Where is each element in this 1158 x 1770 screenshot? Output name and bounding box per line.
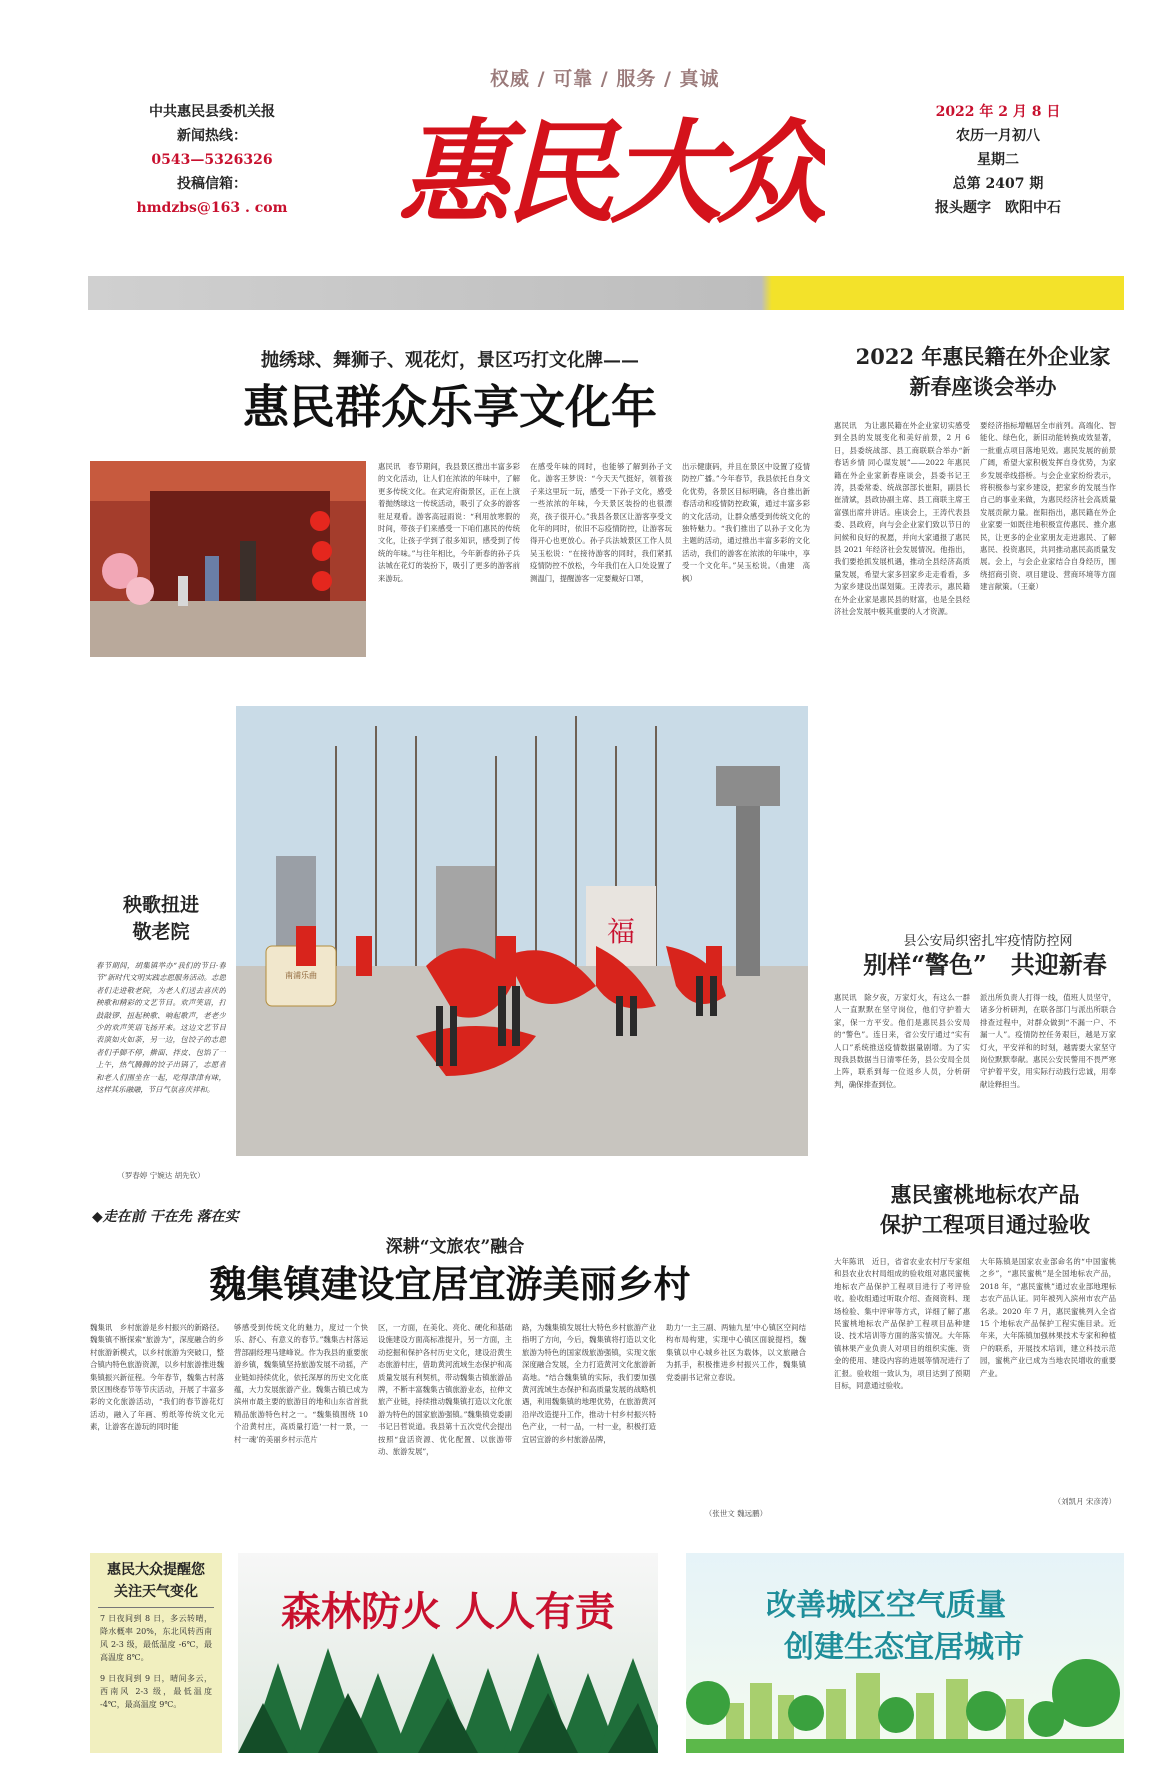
weather-box [90, 1553, 222, 1753]
weiji-credit: （张世文 魏远鹏） [704, 1509, 768, 1518]
weiji-headline: 魏集镇建设宜居宜游美丽乡村 [209, 1262, 691, 1306]
photo-sign-text: 福 [606, 915, 636, 948]
masthead-band [88, 276, 1124, 310]
weiji-column-4: 路，为魏集镇发展壮大特色乡村旅游产业指明了方向，今后，魏集镇将打造以文化旅游为特色的国家级旅游强镇，实现文旅深度融合发展，全力打造黄河文化旅游新高地。“结合魏集镇的实际，我们要加强黄河流域生态保护和高质量发展的战略机遇，利用魏集镇的地理优势，在旅游黄河沿岸改造提升工作，推动十村乡村振兴特色产业，一村一品，一村一业，积极打造宜居宜游的乡村旅游品牌， [522, 1323, 656, 1444]
weiji-column-3: 区，一方面，在美化、亮化、硬化和基础设施建设方面高标准提升，另一方面，主动挖掘和保护各村历史文化，建设沿黄生态旅游村庄，借助黄河流域生态保护和高质量发展有利契机，带动魏集古镇旅游品牌，不断丰富魏集古镇旅游业态，拉伸文旅产业链，持续推动魏集镇打造以文化旅游为特色的国家旅游强镇。”魏集镇党委副书记吕哲说道。我县第十五次党代会提出按照“盘活资源、优化配置、以旅游带动、旅游发展”， [378, 1323, 512, 1457]
lead-column-2: 在感受年味的同时，也能够了解到孙子文化。游客王梦说：“今天天气挺好，领着孩子来这里玩一玩，感受一下孙子文化，感受一些浓浓的年味，今天景区装扮的也很漂亮，孩子很开心。”我县各景区让游客享受文化年的同时，依旧不忘疫情防控，让游客玩得开心也更放心。孙子兵法城景区工作人员吴玉松说：“在接待游客的同时，我们紧抓疫情防控不放松，今年我们在入口处设置了测温门，提醒游客一定要戴好口罩， [530, 462, 672, 583]
yangge-headline-line2: 敬老院 [132, 921, 190, 943]
entrepreneurs-headline-line2: 新春座谈会举办 [909, 374, 1057, 399]
yangge-credit: （罗春婷 宁婉达 胡先钦） [117, 1171, 205, 1180]
masthead-inscription: 报头题字 欧阳中石 [935, 200, 1061, 216]
lead-photo [90, 461, 366, 657]
peach-credit: （刘凯月 宋彦涛） [1053, 1497, 1116, 1506]
email-label: 投稿信箱： [177, 176, 247, 192]
entrepreneurs-headline [828, 342, 1138, 402]
weather-title [90, 1553, 222, 1603]
masthead-motto: 权威 / 可靠 / 服务 / 真诚 [490, 68, 720, 90]
entrepreneurs-headline-line1: 2022 年惠民籍在外企业家 [855, 344, 1111, 369]
yangge-photo [236, 706, 808, 1156]
yangge-headline [96, 892, 226, 946]
lead-column-3: 出示健康码，并且在景区中设置了疫情防控广播。”今年春节，我县依托自身文化优势，各景区目标明确，各自推出新春活动和疫情防控政策，通过丰富多彩的文化活动，让群众感受到传统文化的独特魅力。“我们推出了以孙子文化为主题的活动，通过推出丰富多彩的文化活动，我们的游客在浓浓的年味中，享受一个文化年。”吴玉松说。（曲建 高枫） [682, 462, 810, 583]
weather-title-line1: 惠民大众提醒您 [107, 1562, 205, 1578]
lead-headline: 惠民群众乐享文化年 [243, 380, 657, 434]
org-name: 中共惠民县委机关报 [149, 104, 275, 120]
weather-day1: 7 日夜间到 8 日，多云转晴，降水概率 20%，东北风转西南风 2-3 级，最低温度 -6℃，最高温度 8℃。 [100, 1614, 212, 1662]
peach-headline [830, 1180, 1140, 1240]
police-column-2: 派出所负责人打得一线，值班人员坚守，诸多分析研判，在联各部门与派出所联合排查过程中，对群众做到“不漏一户、不漏一人”。疫情防控任务艰巨，越是万家灯火，平安祥和的时刻，越需要大家坚守岗位默默奉献。惠民公安民警用不畏严寒守护着平安，用实际行动践行忠诚，用奉献诠释担当。 [980, 993, 1116, 1089]
masthead-right-info [918, 100, 1078, 220]
weiji-column-1: 魏集讯 乡村旅游是乡村振兴的新路径。魏集镇不断探索“旅游为”，深度融合的乡村旅游新模式，以乡村旅游为突破口，整合镇内特色旅游资源，以乡村旅游推进魏集镇振兴新征程。今年春节，魏集古村落景区围绕春节等节庆活动，开展了丰富多彩的文化旅游活动，“我们的春节游花灯活动，融入了年画、剪纸等传统文化元素，让游客在游玩的同时能 [90, 1323, 224, 1432]
weekday: 星期二 [977, 152, 1019, 168]
newspaper-logo [395, 94, 825, 244]
email-address: hmdzbs@163 . com [136, 200, 288, 216]
entrepreneurs-column-2: 要经济指标增幅居全市前列。高端化、智能化、绿色化，新旧动能转换成效显著，一批重点项目落地见效。惠民发展的前景广阔，希望大家积极发挥自身优势，为家乡发展牵线搭桥。与会企业家纷纷表示，将积极参与家乡建设，把家乡的发展当作自己的事业来做，为惠民经济社会高质量发展贡献力量。崔阳指出，惠民籍在外企业家要一如既往地积极宣传惠民、推介惠民，让更多的企业家朋友走进惠民、了解惠民、投资惠民，共同推动惠民高质量发展。会上，与会企业家结合自身经历，围绕招商引资、项目建设、营商环境等方面建言献策。（王豪） [980, 421, 1116, 592]
issue-number: 总第 2407 期 [952, 176, 1044, 192]
issue-date: 2022 年 2 月 8 日 [935, 104, 1061, 120]
peach-column-2: 大年陈镇是国家农业部命名的“中国蜜桃之乡”，“惠民蜜桃”是全国地标农产品，2018 年，“惠民蜜桃”通过农业部地理标志农产品认证。同年被列入滨州市农产品名录。2020 年 7 月，惠民蜜桃列入全省 15 个地标农产品保护工程实施目录。近年来，大年陈镇加强林果技术专家和种植户的联系，开展技术培训，建立科技示范园，蜜桃产业已成为当地农民增收的重要产业。 [980, 1257, 1116, 1378]
peach-headline-line1: 惠民蜜桃地标农产品 [890, 1182, 1080, 1207]
police-headline: 别样“警色” 共迎新春 [863, 950, 1107, 979]
photo-barrel-text: 南浦乐曲 [285, 971, 317, 980]
weather-day2: 9 日夜间到 9 日，晴间多云，西南风 2-3 级，最低温度 -4℃，最高温度 9℃。 [100, 1674, 212, 1709]
forest-fire-slogan: 森林防火 人人有责 [281, 1589, 615, 1635]
logo-text: 惠民大众 [398, 108, 822, 239]
weiji-kicker: 深耕“文旅农”融合 [385, 1237, 525, 1257]
air-quality-ad [686, 1553, 1124, 1753]
yangge-headline-line1: 秧歌扭进 [122, 894, 199, 916]
weiji-column-2: 够感受到传统文化的魅力，度过一个快乐、舒心、有意义的春节。”魏集古村落运营部副经理马建峰说。作为我县的重要旅游乡镇，魏集镇坚持旅游发展不动摇，产业链如持续优化，依托深厚的历史文化底蕴，大力发展旅游产业。魏集古镇已成为滨州市最主要的旅游目的地和山东省首批精品旅游特色村之一。“魏集镇围绕 10 个沿黄村庄，高质量打造‘一村一景，一村一魂’的美丽乡村示范片 [234, 1323, 368, 1444]
lunar-date: 农历一月初八 [956, 128, 1040, 144]
weather-title-line2: 关注天气变化 [114, 1584, 198, 1600]
lead-column-1: 惠民讯 春节期间，我县景区推出丰富多彩的文化活动，让人们在浓浓的年味中，了解更多传统文化。在武定府衙景区，正在上演着抛绣球这一传统活动，吸引了众多的游客驻足观看。游客高冠雨说：“利用放寒假的时间，带孩子们来感受一下咱们惠民的传统文化，让孩子学到了很多知识，感受到了传统的年味。”与往年相比，今年新春的孙子兵法城在花灯的装扮下，吸引了更多的游客前来游玩。 [378, 462, 520, 583]
hotline-label: 新闻热线： [177, 128, 247, 144]
masthead-left-info [112, 100, 312, 220]
peach-headline-line2: 保护工程项目通过验收 [880, 1212, 1090, 1237]
police-kicker: 县公安局织密扎牢疫情防控网 [903, 934, 1073, 949]
police-column-1: 惠民讯 除夕夜，万家灯火，有这么一群人一直默默在坚守岗位，他们守护着大家，保一方平安。他们是惠民县公安局的“警色”。连日来，省公安厅通过“实有人口”系统推送疫情数据量剧增。为了实现我县数据当日清零任务，县公安局全员上阵，联系到每一位返乡人员，分析研判，确保排查到位。 [834, 993, 970, 1089]
yangge-body: 春节期间，胡集镇举办“我们的节日·春节”新时代文明实践志愿服务活动。志愿者们走进敬老院，为老人们送去喜庆的秧歌和精彩的文艺节目。欢声笑语，打鼓敲锣、扭起秧歌、响起歌声，老老少少的欢声笑语飞扬开来。这边文艺节目表演如火如荼，另一边，包饺子的志愿者们手脚不停，擀面、拌皮、包馅了一上午，热气腾腾的饺子出锅了，志愿者和老人们围坐在一起，吃得津津有味，这样其乐融融，节日气氛喜庆祥和。 [96, 961, 226, 1095]
weiji-column-5: 助力‘一主三副、两轴九星’中心镇区空间结构布局构建，实现中心镇区面貌提档，魏集镇以中心城乡社区为载体，以文旅融合为抓手，积极推进乡村振兴工作，魏集镇党委副书记常立春说。 [666, 1323, 806, 1382]
forest-fire-ad [238, 1553, 658, 1753]
hotline-number: 0543—5326326 [151, 152, 273, 168]
entrepreneurs-column-1: 惠民讯 为让惠民籍在外企业家切实感受到全县的发展变化和美好前景，2 月 6 日，县委统战部、县工商联联合举办“新春话乡情 同心谋发展”——2022 年惠民籍在外企业家新春座谈会，县委书记王涛，县委常委、统战部部长崔阳，副县长崔清斌，县政协副主席、县工商联主席王富强出席并讲话。座谈会上，王涛代表县委、县政府，向与会企业家们致以节日的问候和良好的祝愿，并向大家通报了惠民县 2021 年经济社会发展情况。他指出，我们要抢抓发展机遇，推动全县经济高质量发展，希望大家多回家乡走走看看，多为家乡建设出谋划策。王涛表示，惠民籍在外企业家是惠民县的财富，也是全县经济社会发展中极其重要的人才资源。 [834, 421, 970, 617]
lead-kicker: 抛绣球、舞狮子、观花灯，景区巧打文化牌—— [261, 350, 639, 371]
air-quality-line1: 改善城区空气质量 [766, 1588, 1006, 1623]
peach-column-1: 大年陈讯 近日，省省农业农村厅专家组和县农业农村局组成的验收组对惠民蜜桃地标农产品保护工程项目进行了考评验收。验收组通过听取介绍、查阅资料、现场检验、集中评审等方式，详细了解了惠民蜜桃地标农产品保护工程项目品种建设、技术培训等方面的落实情况。大年陈镇林果产业负责人对项目的组织实施、资金的使用、建设内容的进展等情况进行了汇报。验收组一致认为，项目达到了预期目标，同意通过验收。 [834, 1257, 970, 1391]
slogan: ◆走在前 干在先 落在实 [92, 1209, 239, 1225]
air-quality-line2: 创建生态宜居城市 [784, 1630, 1024, 1665]
